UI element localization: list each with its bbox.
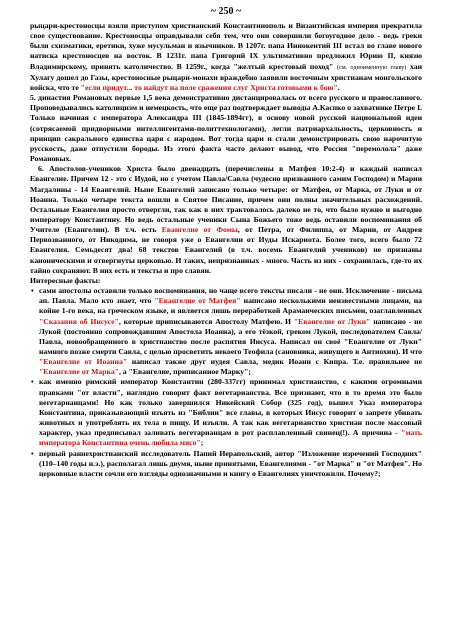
facts-heading: Интересные факты:: [30, 275, 101, 285]
footnote-ref: (см. одноименную главу): [336, 63, 407, 71]
list-item: • первый раннехристианский исследователь Папий Иерапольский, автор "Изложение изречений Господних" (110–140 годы н.э.), располагал лишь двумя, ныне принятыми, Евангелиями - "от Марка" и "от Матфея". Но церковные власти сочли его взгляды однозначными и книгу о Евангелиях уничтожили. Почему?;: [39, 449, 422, 479]
highlight-thomas: Евангелие от Фомы: [161, 225, 238, 235]
paragraph-crusaders: рыцари-крестоносцы взяли приступом христианский Константинополь и Византийская империя прекратила свое существование. Крестоносцы оправдывали себя тем, что они совершили богоугодное дело - ведь греки были схизматики, еретики, хуже мусульман и язычников. В 1207г. папа Иннокентий III встал во главе нового натиска крестоносцев на восток. В 1231г. папа Григорий IX ультимативно предложил Юрию II, князю Владимирскому, принять католичество. В 1259г., когда "желтый крестовый поход" (см. одноименную главу) хан Хулагу дошел до Газы, крестоносные рыцари-монахи враждебно заявили восточным христианам монгольского войска, что те "если придут... то найдут на поле сражения слуг Христа готовыми к бою".: [30, 21, 423, 92]
page-number: ~ 250 ~: [210, 6, 242, 17]
facts-list: [30, 286, 422, 479]
body-text: [30, 21, 422, 479]
paragraph-romanov: 5. династия Романовых первые 1,5 века демонстративно дистанцировалась от всего русского и православного. Проповедывались католицизм и немецкость, что еще раз подтверждает выводы А.Каспко о захватнике Петре I. Только начиная с императора Александра III (1845-1894гг), в основу новой русской национальной идеи (сотрясаемой придворными интеллигентами-политтехнологами), легли патриархальность, церковность и принцип сакрального единства царя с народом. Вот тогда цари и стали демонстрировать свою нарочитую русскость, даже отпустили бороды. Из этого факта часто делают вывод, что Россия "перемолола" даже Романовых.: [30, 93, 422, 164]
paragraph-gospels: 6. Апостолов-учеников Христа было двенадцать (перечислены в Матфея 10:2-4) и каждый написал Евангелие. Причем 12 - это с Иудой, но с учетом Павла/Савла (чудесно призванного самим Господом) и Марии Магдалины - 14 Евангелий. Ныне Евангелий записано только четыре: от Матфея, от Марка, от Луки и от Иоанна. Только четыре текста вошли в Святое Писание, причем они полны значительных расхождений. Остальные Евангелия просто отвергли, так как в них трактовалось далеко не то, что было нужно и выгодно императору Константину. Но ведь остальные ученики Сына Божьего тоже ведь оставили воспоминания об Учителе (Евангелии). В т.ч. есть Евангелие от Фомы, от Петра, от Филиппа, от Марии, от Андрея Первозванного, от Никодима, не говоря уже о Евангелии от Иуды Искариота. Более того, всего было 72 Евангелия. Семьдесят два! 68 текстов Евангелий (в т.ч. восемь Евангелий учеников) не признаны каноническими и отвергнуты церковью. И таких, непризнанных - много. Часть из них - сохранилась, где-то их тайно сохраняют. В них есть и тексты и про славян.: [30, 164, 422, 275]
highlight-quote: "если придут... то найдут на поле сражения слуг Христа готовыми к бою": [80, 82, 338, 92]
list-item: • как именно римский император Константин (280-337гг) принимал христианство, с какими огромными правками "от власти", наглядно говорит факт вегетарианства. Все признают, что в то время это было вегетарианцами! Но как только завершился Никейский Собор (325 год), вышел Указ императора Константина, приказывающий изъять из "Библии" все главы, в которых Иисус говорит о запрете убивать животных и употреблять их тела в пищу. И изъяли. А так как вегетарианство христиан после массовый характер, указ предписывал заливать вегетарианцам в рот расплавленный свинец(!). А причина - "мать императора Константина очень любила мясо";: [39, 377, 422, 448]
list-item: • сами апостолы оставили только воспоминания, но чаще всего тексты писали - не они. Исключение - письма ап. Павла. Мало кто знает, что "Евангелие от Матфея" написано несколькими неизвестными лицами, на койне 1-го века, на греческом языке, и является лишь переработкой Арамаических письмен, озаглавленных "Сказания об Иисусе", которые приписываются Апостолу Матфею. И "Евангелие от Луки" написано - не Лукой (постоянно сопровождавшим Апостола Иоанна), а его тёзкой, греком Лукой, последователем Савла/Павла, новообращенного в христианство после распятия Иисуса. Написал он своё "Евангелие от Луки" намного позже смерти Савла, с целью просветить некоего Теофила (сановника, живущего в Антиохии). И что "Евангелие от Иоанна" написал также друг иудея Савла, медик Иоанн с Кипра. Т.е. правильнее не "Евангелие от Марка", а "Евангелие, приписанное Марку";: [39, 286, 422, 377]
